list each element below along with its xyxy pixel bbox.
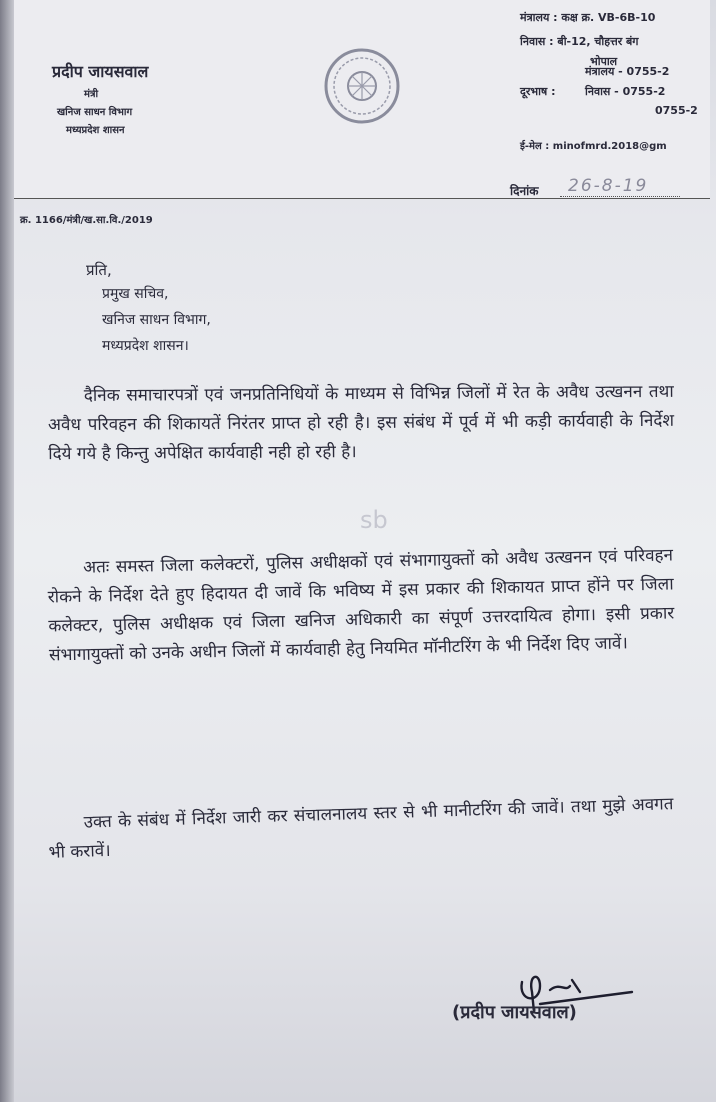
page-shadow <box>0 0 14 1102</box>
addressee-line-2: खनिज साधन विभाग, <box>102 312 211 328</box>
paragraph-2-text: अतः समस्त जिला कलेक्टरों, पुलिस अधीक्षकों एवं संभागायुक्तों को अवैध उत्खनन एवं परिवहन रोकने के निर्देश देते हुए हिदायत दी जावें कि भविष्य में इस प्रकार की शिकायत प्राप्त होंने पर जिला कलेक्टर, पुलिस अधीक्षक एवं जिला खनिज अधिकारी का संपूर्ण उत्तरदायित्व होगा। इसी प्रकार संभागायुक्तों को उनके अधीन जिलों में कार्यवाही हेतु नियमित मॉनीटरिंग के भी निर्देश दिए जावें। <box>47 545 675 666</box>
addressee-line-3: मध्यप्रदेश शासन। <box>102 338 189 354</box>
government-name: मध्यप्रदेश शासन <box>66 125 125 136</box>
date-underline <box>560 196 680 197</box>
phone-label: दूरभाष : <box>520 85 556 98</box>
addressee-prefix: प्रति, <box>86 261 112 279</box>
addressee-line-1: प्रमुख सचिव, <box>102 286 169 302</box>
phone-residence: निवास - 0755-2 <box>585 85 666 98</box>
city: भोपाल <box>590 55 618 68</box>
paragraph-2 <box>47 541 675 670</box>
paragraph-1 <box>48 378 675 469</box>
watermark: sb <box>360 506 388 534</box>
residence-address: निवास : बी-12, चौहत्तर बंग <box>520 35 639 48</box>
department-name: खनिज साधन विभाग <box>57 107 133 118</box>
paragraph-1-text: दैनिक समाचारपत्रों एवं जनप्रतिनिधियों के माध्यम से विभिन्न जिलों में रेत के अवैध उत्खनन तथा अवैध परिवहन की शिकायतें निरंतर प्राप्त हो रही है। इस संबंध में पूर्व में भी कड़ी कार्यवाही के निर्देश दिये गये है किन्तु अपेक्षित कार्यवाही नही हो रही है। <box>47 381 675 465</box>
phone-office: मंत्रालय - 0755-2 <box>585 65 670 78</box>
office-address: मंत्रालय : कक्ष क्र. VB-6B-10 <box>520 11 656 24</box>
email: ई-मेल : minofmrd.2018@gm <box>520 141 667 152</box>
signatory-name: (प्रदीप जायसवाल) <box>452 1002 577 1023</box>
minister-role: मंत्री <box>84 89 99 100</box>
paragraph-3-text: उक्त के संबंध में निर्देश जारी कर संचालनालय स्तर से भी मानीटरिंग की जावें। तथा मुझे अवगत भी करावें। <box>48 794 674 863</box>
phone-extra: 0755-2 <box>655 104 698 117</box>
date-label: दिनांक <box>510 184 539 198</box>
minister-name: प्रदीप जायसवाल <box>52 62 149 81</box>
reference-number: क्र. 1166/मंत्री/ख.सा.वि./2019 <box>20 215 153 226</box>
date-value: 26-8-19 <box>568 176 649 196</box>
state-emblem-icon <box>322 46 402 126</box>
